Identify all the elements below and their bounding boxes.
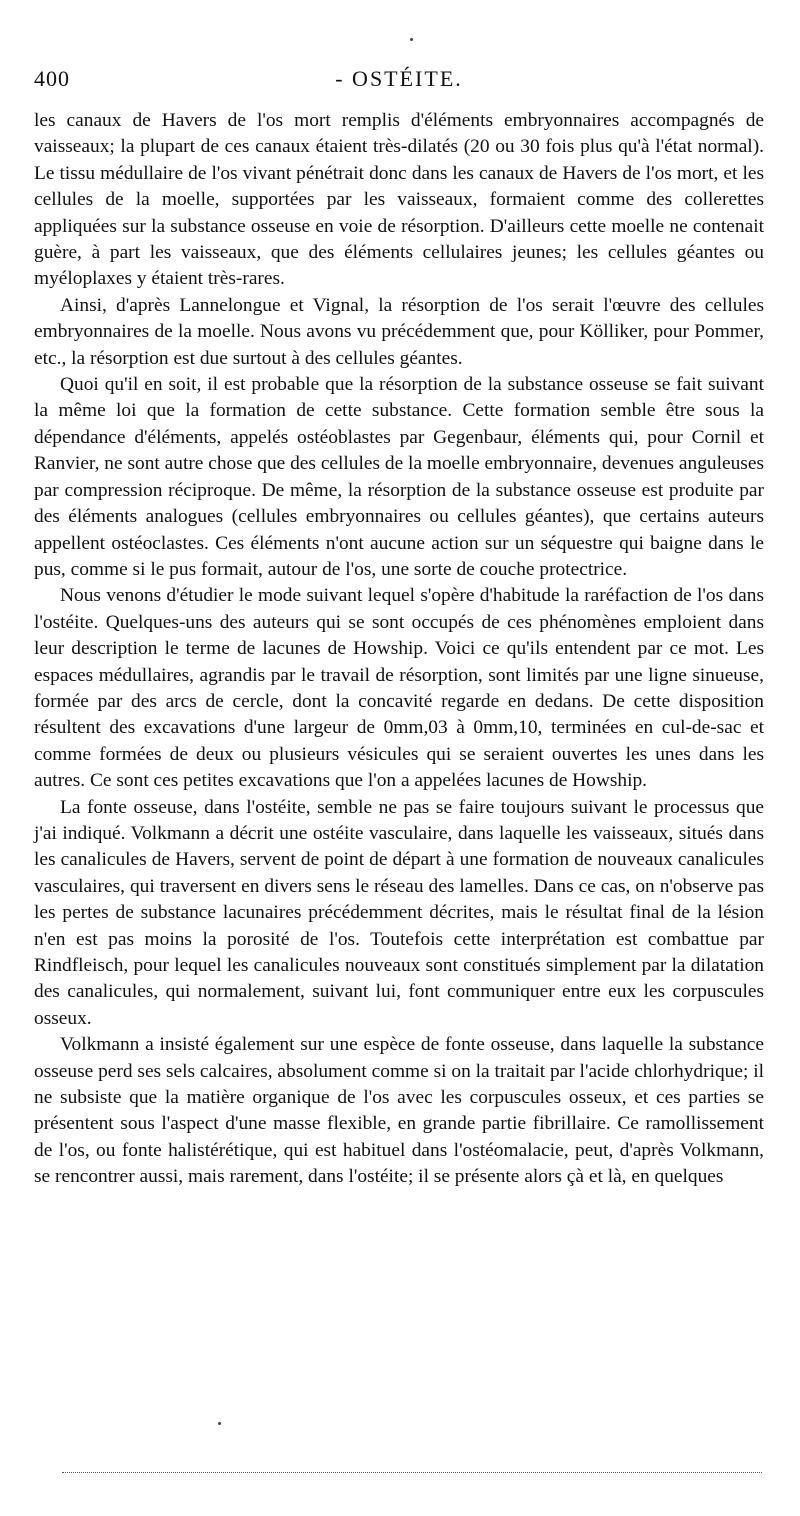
page-header bbox=[34, 66, 764, 106]
paragraph-1: les canaux de Havers de l'os mort remplis d'éléments embryonnaires accompagnés de vaisseaux; la plupart de ces canaux étaient très-dilatés (20 ou 30 fois plus qu'à l'état normal). Le tissu médullaire de l'os vivant pénétrait donc dans les canaux de Havers de l'os mort, et les cellules de la moelle, supportées par les vaisseaux, formaient comme des collerettes appliquées sur la substance osseuse en voie de résorption. D'ailleurs cette moelle ne contenait guère, à part les vaisseaux, que des éléments cellulaires jeunes; les cellules géantes ou myéloplaxes y étaient très-rares. bbox=[34, 110, 764, 290]
running-title: - OSTÉITE. bbox=[335, 66, 463, 91]
paragraph-5: La fonte osseuse, dans l'ostéite, semble ne pas se faire toujours suivant le processus que j'ai indiqué. Volkmann a décrit une ostéite vasculaire, dans laquelle les vaisseaux, situés dans les canalicules de Havers, servent de point de départ à une formation de nouveaux canalicules vasculaires, qui traversent en divers sens le réseau des lamelles. Dans ce cas, on n'observe pas les pertes de substance lacunaires précédemment décrites, mais le résultat final de la lésion n'en est pas moins la porosité de l'os. Toutefois cette interprétation est combattue par Rindfleisch, pour lequel les canalicules nouveaux sont constitués simplement par la dilatation des canalicules, qui normalement, suivant lui, font communiquer entre eux les corpuscules osseux. bbox=[34, 796, 764, 1029]
paragraph-3: Quoi qu'il en soit, il est probable que la résorption de la substance osseuse se fait suivant la même loi que la formation de cette substance. Cette formation semble être sous la dépendance d'éléments, appelés ostéoblastes par Gegenbaur, éléments qui, pour Cornil et Ranvier, ne sont autre chose que des cellules de la moelle embryonnaire, devenues anguleuses par compression réciproque. De même, la résorption de la substance osseuse est produite par des éléments analogues (cellules embryonnaires ou cellules géantes), que certains auteurs appellent ostéoclastes. Ces éléments n'ont aucune action sur un séquestre qui baigne dans le pus, comme si le pus formait, autour de l'os, une sorte de couche protectrice. bbox=[34, 374, 764, 580]
footer-rule bbox=[62, 1472, 762, 1473]
page-number: 400 bbox=[34, 66, 70, 91]
paragraph-4: Nous venons d'étudier le mode suivant lequel s'opère d'habitude la raréfaction de l'os dans l'ostéite. Quelques-uns des auteurs qui se sont occupés de ces phénomènes emploient dans leur description le terme de lacunes de Howship. Voici ce qu'ils entendent par ce mot. Les espaces médullaires, agrandis par le travail de résorption, sont limités par une ligne sinueuse, formée par des arcs de cercle, dont la concavité regarde en dedans. De cette disposition résultent des excavations d'une largeur de 0mm,03 à 0mm,10, terminées en cul-de-sac et comme formées de deux ou plusieurs vésicules qui se seraient ouvertes les unes dans les autres. Ce sont ces petites excavations que l'on a appelées lacunes de Howship. bbox=[34, 585, 764, 792]
print-speck bbox=[218, 1422, 221, 1425]
page-body bbox=[34, 108, 764, 1191]
paragraph-6: Volkmann a insisté également sur une espèce de fonte osseuse, dans laquelle la substance osseuse perd ses sels calcaires, absolument comme si on la traitait par l'acide chlorhydrique; il ne subsiste que la matière organique de l'os avec les corpuscules osseux, et ces parties se présentent sous l'aspect d'une masse flexible, en grande partie fibrillaire. Ce ramollissement de l'os, ou fonte halistérétique, qui est habituel dans l'ostéomalacie, peut, d'après Volkmann, se rencontrer aussi, mais rarement, dans l'ostéite; il se présente alors çà et là, en quelques bbox=[34, 1034, 764, 1188]
paragraph-2: Ainsi, d'après Lannelongue et Vignal, la résorption de l'os serait l'œuvre des cellules embryonnaires de la moelle. Nous avons vu précédemment que, pour Kölliker, pour Pommer, etc., la résorption est due surtout à des cellules géantes. bbox=[34, 294, 764, 369]
print-speck bbox=[410, 38, 413, 41]
